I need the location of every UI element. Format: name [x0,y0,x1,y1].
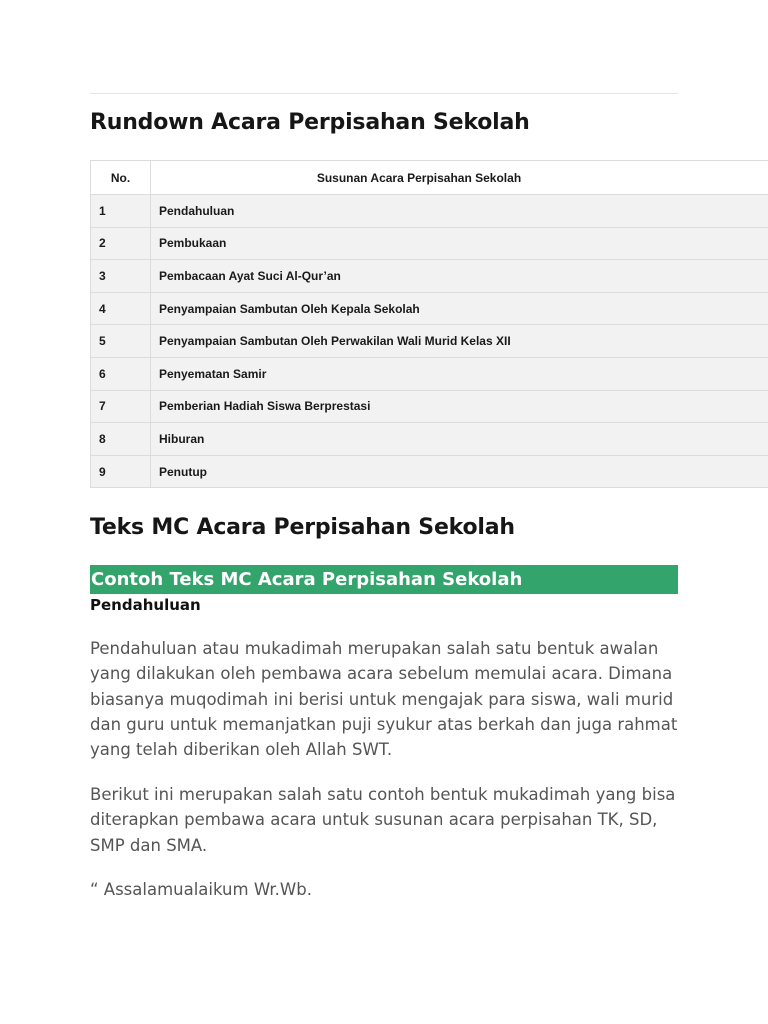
row-number: 3 [91,260,151,293]
example-banner: Contoh Teks MC Acara Perpisahan Sekolah [90,565,678,594]
row-number: 8 [91,423,151,456]
row-number: 2 [91,227,151,260]
table-row [91,455,768,488]
row-event: Hiburan [151,423,768,456]
row-event: Penyampaian Sambutan Oleh Kepala Sekolah [151,292,768,325]
row-event: Pemberian Hadiah Siswa Berprestasi [151,390,768,423]
row-event: Pembacaan Ayat Suci Al-Qur’an [151,260,768,293]
table-row [91,227,768,260]
rundown-table [90,160,768,488]
row-number: 5 [91,325,151,358]
row-number: 9 [91,455,151,488]
row-event: Pembukaan [151,227,768,260]
row-event: Pendahuluan [151,195,768,228]
top-divider [90,93,678,94]
header-event: Susunan Acara Perpisahan Sekolah [151,161,768,195]
table-row [91,292,768,325]
subheading-pendahuluan: Pendahuluan [90,596,201,614]
row-event: Penyampaian Sambutan Oleh Perwakilan Wali Murid Kelas XII [151,325,768,358]
table-header-row [91,161,768,195]
table-row [91,325,768,358]
row-number: 4 [91,292,151,325]
table-row [91,390,768,423]
table-row [91,357,768,390]
table-row [91,260,768,293]
row-number: 1 [91,195,151,228]
mc-heading: Teks MC Acara Perpisahan Sekolah [90,515,515,540]
paragraph-intro: Pendahuluan atau mukadimah merupakan salah satu bentuk awalan yang dilakukan oleh pembawa acara sebelum memulai acara. Dimana biasanya muqodimah ini berisi untuk mengajak para siswa, wali murid dan guru untuk memanjatkan puji syukur atas berkah dan juga rahmat yang telah diberikan oleh Allah SWT. [90,639,678,760]
table-row [91,423,768,456]
row-number: 7 [91,390,151,423]
row-event: Penyematan Samir [151,357,768,390]
rundown-heading: Rundown Acara Perpisahan Sekolah [90,110,530,135]
header-no: No. [91,161,151,195]
row-number: 6 [91,357,151,390]
row-event: Penutup [151,455,768,488]
table-row [91,195,768,228]
paragraph-example: Berikut ini merupakan salah satu contoh bentuk mukadimah yang bisa diterapkan pembawa acara untuk susunan acara perpisahan TK, SD, SMP dan SMA. [90,785,676,855]
paragraph-greeting: “ Assalamualaikum Wr.Wb. [90,880,312,899]
